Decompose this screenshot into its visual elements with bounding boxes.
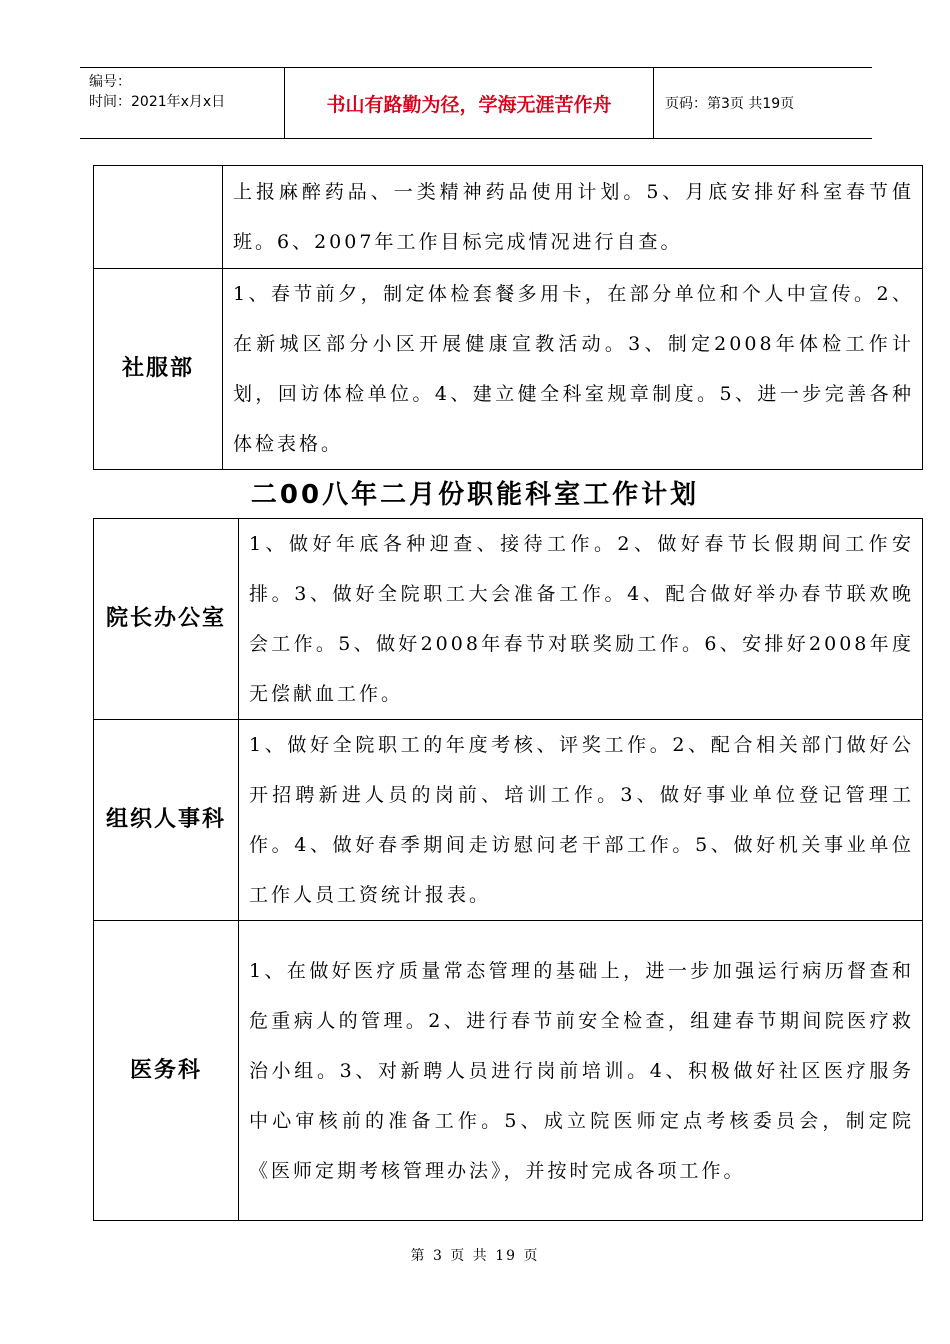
department-plan-table-continued [93,165,923,470]
department-plan-table [93,518,923,1221]
header-page-info: 页码：第3页 共19页 [665,96,795,112]
date-label: 时间：2021年x月x日 [89,94,226,110]
section-title: 二00八年二月份职能科室工作计划 [250,480,700,510]
header-slogan: 书山有路勤为径，学海无涯苦作舟 [284,68,654,138]
department-cell: 院长办公室 [94,519,239,720]
department-cell: 医务科 [94,921,239,1221]
plan-content-cell: 1、做好年底各种迎查、接待工作。2、做好春节长假期间工作安排。3、做好全院职工大会准备工作。4、配合做好举办春节联欢晚会工作。5、做好2008年春节对联奖励工作。6、安排好2008年度无偿献血工作。 [239,519,923,720]
plan-content-cell: 1、做好全院职工的年度考核、评奖工作。2、配合相关部门做好公开招聘新进人员的岗前、培训工作。3、做好事业单位登记管理工作。4、做好春季期间走访慰问老干部工作。5、做好机关事业单位工作人员工资统计报表。 [239,720,923,921]
plan-content-cell: 1、在做好医疗质量常态管理的基础上，进一步加强运行病历督查和危重病人的管理。2、进行春节前安全检查，组建春节期间院医疗救治小组。3、对新聘人员进行岗前培训。4、积极做好社区医疗服务中心审核前的准备工作。5、成立院医师定点考核委员会，制定院《医师定期考核管理办法》，并按时完成各项工作。 [239,921,923,1221]
table-row [94,519,923,720]
number-label: 编号： [89,74,131,90]
plan-content-cell: 上报麻醉药品、一类精神药品使用计划。5、月底安排好科室春节值班。6、2007年工作目标完成情况进行自查。 [223,166,923,269]
table-row [94,921,923,1221]
page-header [80,67,872,139]
department-cell: 组织人事科 [94,720,239,921]
department-cell [94,166,223,269]
table-row [94,720,923,921]
page-footer: 第 3 页 共 19 页 [410,1248,540,1264]
table-row [94,269,923,470]
department-cell: 社服部 [94,269,223,470]
header-meta [80,68,284,138]
table-row [94,166,923,269]
plan-content-cell: 1、春节前夕，制定体检套餐多用卡，在部分单位和个人中宣传。2、在新城区部分小区开展健康宣教活动。3、制定2008年体检工作计划，回访体检单位。4、建立健全科室规章制度。5、进一步完善各种体检表格。 [223,269,923,470]
